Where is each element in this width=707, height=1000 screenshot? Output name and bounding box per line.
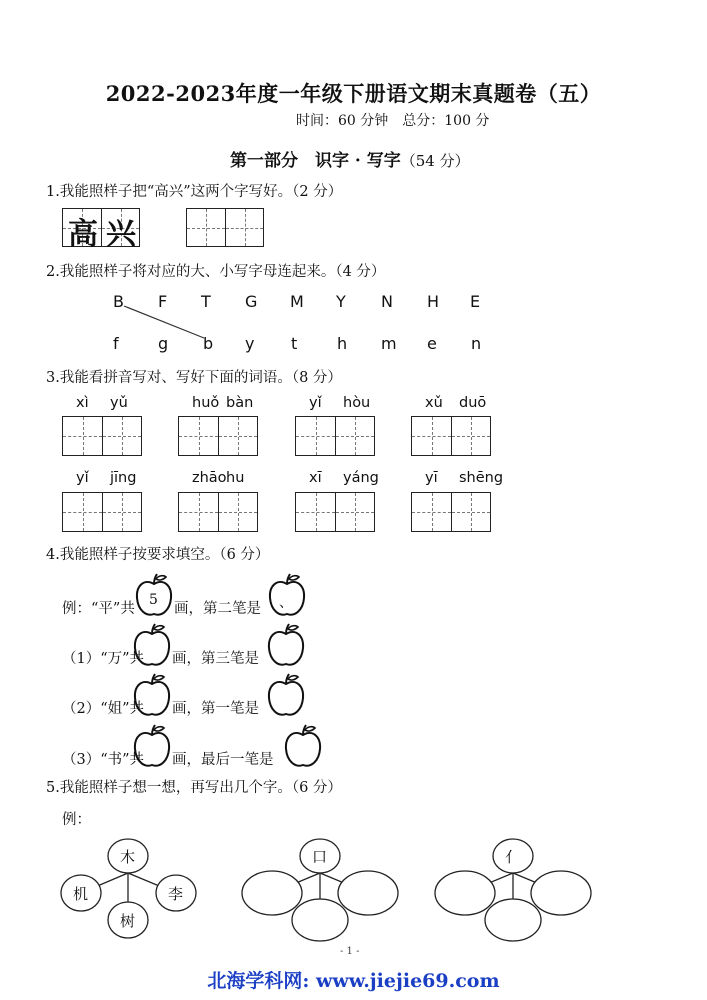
- pinyin-syllable: zhāo: [192, 470, 227, 486]
- time-score-info: 时间：60 分钟 总分：100 分: [296, 113, 490, 129]
- example-char: 树: [120, 912, 136, 930]
- lowercase-letter[interactable]: n: [471, 334, 482, 353]
- uppercase-letter[interactable]: H: [427, 292, 440, 311]
- uppercase-letter[interactable]: F: [158, 292, 168, 311]
- question-2-prompt: 2.我能照样子将对应的大、小写字母连起来。（4 分）: [46, 264, 386, 280]
- leaf-circle[interactable]: [242, 871, 302, 915]
- uppercase-letter[interactable]: M: [290, 292, 304, 311]
- section-points: （54 分）: [400, 152, 470, 170]
- stroke-question-text: 画，第二笔是: [174, 601, 261, 617]
- stroke-question-char: 例：“平”共: [62, 601, 135, 617]
- uppercase-letter[interactable]: N: [381, 292, 393, 311]
- leaf-circle[interactable]: [435, 871, 495, 915]
- pinyin-syllable: yáng: [343, 470, 379, 486]
- pinyin-syllable: yǐ: [309, 395, 322, 411]
- lowercase-letter[interactable]: b: [203, 334, 214, 353]
- pinyin-syllable: bàn: [226, 395, 254, 411]
- uppercase-letter[interactable]: E: [470, 292, 481, 311]
- section-name: 第一部分 识字 · 写字: [230, 151, 401, 171]
- page-number: - 1 -: [340, 946, 360, 957]
- sample-char-xing: 兴: [106, 217, 136, 252]
- stroke-question-text: 画，第一笔是: [172, 701, 259, 717]
- question-4-prompt: 4.我能照样子按要求填空。（6 分）: [46, 547, 270, 563]
- example-char: 机: [73, 885, 89, 903]
- pinyin-syllable: xī: [309, 470, 322, 486]
- sample-char-gao: 高: [68, 217, 98, 252]
- question-3-prompt: 3.我能看拼音写对、写好下面的词语。（8 分）: [46, 370, 342, 386]
- stroke-question-text: 画，第三笔是: [172, 651, 259, 667]
- leaf-circle[interactable]: [485, 899, 541, 941]
- leaf-circle[interactable]: [292, 899, 348, 941]
- lowercase-letter[interactable]: g: [158, 334, 169, 353]
- uppercase-letter[interactable]: Y: [336, 292, 346, 311]
- pinyin-syllable: shēng: [459, 470, 504, 486]
- lowercase-letter[interactable]: y: [245, 334, 255, 353]
- stroke-question-char: （3）“书”共: [62, 752, 145, 768]
- stroke-count-answer: 5: [149, 592, 158, 608]
- pinyin-syllable: hu: [226, 470, 245, 486]
- uppercase-letter[interactable]: B: [113, 292, 124, 311]
- example-label: 例：: [62, 812, 91, 828]
- pinyin-syllable: hòu: [343, 395, 371, 411]
- question-5-prompt: 5.我能照样子想一想，再写出几个字。（6 分）: [46, 780, 342, 796]
- lowercase-letter[interactable]: t: [291, 334, 298, 353]
- pinyin-syllable: yǐ: [76, 470, 89, 486]
- leaf-circle[interactable]: [531, 871, 591, 915]
- stroke-question-char: （1）“万”共: [62, 651, 145, 667]
- uppercase-letter[interactable]: T: [201, 292, 211, 311]
- lowercase-letter[interactable]: m: [381, 334, 397, 353]
- pinyin-syllable: yǔ: [110, 395, 128, 411]
- question-1-prompt: 1.我能照样子把“高兴”这两个字写好。（2 分）: [46, 184, 343, 200]
- radical-char: 木: [120, 848, 136, 866]
- example-char: 李: [168, 885, 184, 903]
- pinyin-syllable: xì: [76, 395, 89, 411]
- lowercase-letter[interactable]: h: [337, 334, 348, 353]
- pinyin-syllable: jīng: [110, 470, 137, 486]
- lowercase-letter[interactable]: e: [427, 334, 437, 353]
- pinyin-syllable: xǔ: [425, 395, 443, 411]
- lowercase-letter[interactable]: f: [113, 334, 119, 353]
- radical-char: 口: [312, 848, 328, 866]
- leaf-circle[interactable]: [338, 871, 398, 915]
- pinyin-syllable: huǒ: [192, 395, 220, 411]
- footer-watermark[interactable]: 北海学科网: www.jiejie69.com: [207, 970, 500, 992]
- uppercase-letter[interactable]: G: [245, 292, 258, 311]
- pinyin-syllable: duō: [459, 395, 487, 411]
- stroke-question-text: 画，最后一笔是: [172, 752, 274, 768]
- stroke-question-char: （2）“姐”共: [62, 701, 145, 717]
- page-title: 2022-2023年度一年级下册语文期末真题卷（五）: [105, 81, 602, 106]
- stroke-shape-answer: 、: [279, 595, 293, 611]
- pinyin-syllable: yī: [425, 470, 438, 486]
- radical-char: 亻: [505, 848, 521, 866]
